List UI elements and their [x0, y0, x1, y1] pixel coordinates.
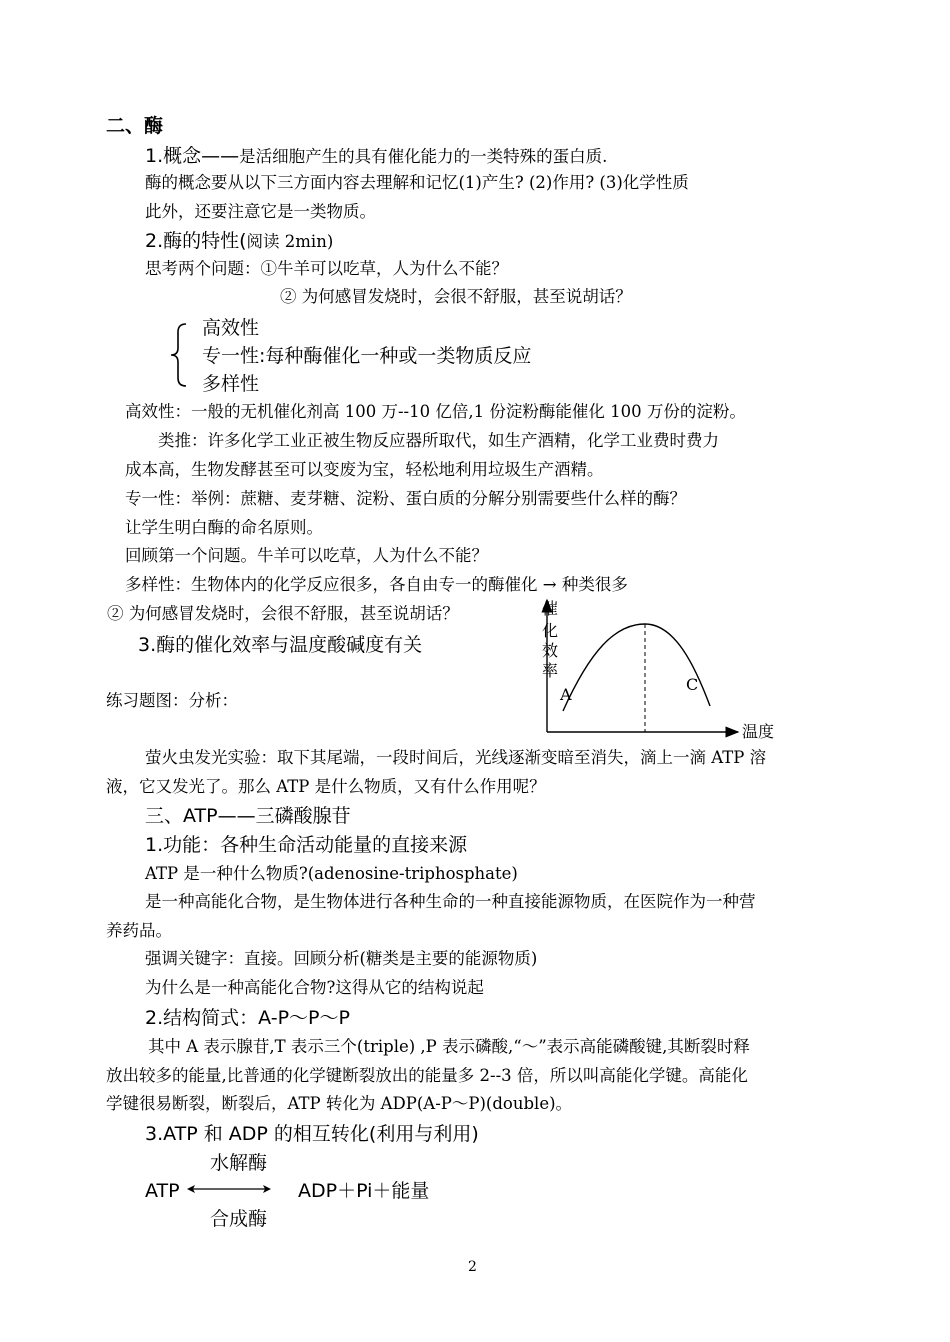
explain-line-2: 放出较多的能量,比普通的化学键断裂放出的能量多 2--3 倍，所以叫高能化学键。高能化 [106, 1066, 748, 1085]
diversity-line: 多样性：生物体内的化学反应很多，各自由专一的酶催化 → 种类很多 [125, 575, 628, 594]
y-label-char-4: 率 [542, 661, 559, 680]
firefly-line-2: 液，它又发光了。那么 ATP 是什么物质，又有什么作用呢？ [106, 777, 546, 796]
think-question-2: ② 为何感冒发烧时，会很不舒服，甚至说胡话？ [280, 287, 632, 306]
fever-line: ② 为何感冒发烧时，会很不舒服，甚至说胡话？ [107, 604, 459, 623]
point-a-label: A [560, 685, 572, 704]
y-label-char-3: 效 [542, 641, 559, 660]
y-label-char-1: 催 [542, 599, 559, 618]
left-brace-icon [168, 322, 192, 388]
note-line: 此外，还要注意它是一类物质。 [145, 202, 376, 221]
concept-title: 1.概念—— [145, 145, 240, 167]
analogy-line-2: 成本高，生物发酵甚至可以变废为宝，轻松地利用垃圾生产酒精。 [125, 460, 604, 479]
concept-line [145, 145, 607, 168]
analogy-line-1: 类推：许多化学工业正被生物反应器所取代，如生产酒精，化学工业费时费力 [158, 431, 719, 450]
factor-title: 3.酶的催化效率与温度酸碱度有关 [138, 634, 423, 656]
description-line-2: 养药品。 [106, 921, 172, 940]
naming-line: 让学生明白酶的命名原则。 [125, 518, 323, 537]
why-line: 为什么是一种高能化合物?这得从它的结构说起 [145, 978, 484, 997]
page-number: 2 [468, 1259, 477, 1275]
temperature-efficiency-chart [530, 596, 790, 746]
description-line-1: 是一种高能化合物，是生物体进行各种生命的一种直接能源物质，在医院作为一种营 [145, 892, 756, 911]
think-question-1: 思考两个问题：①牛羊可以吃草，人为什么不能？ [145, 259, 508, 278]
trait-diversity: 多样性 [202, 373, 260, 395]
section-heading-enzyme: 二、酶 [106, 115, 164, 137]
conversion-title: 3.ATP 和 ADP 的相互转化(利用与利用) [145, 1123, 479, 1145]
explain-line-1: 其中 A 表示腺苷,T 表示三个(triple) ,P 表示磷酸,“～”表示高能磷酸键,其断裂时释 [148, 1037, 750, 1056]
structure-title: 2.结构简式：A-P～P～P [145, 1007, 350, 1029]
exercise-line: 练习题图：分析： [106, 691, 238, 710]
x-axis-label: 温度 [742, 722, 775, 741]
atp-label: ATP [145, 1180, 180, 1202]
function-title: 1.功能：各种生命活动能量的直接来源 [145, 834, 468, 856]
bidirectional-arrow-icon [185, 1182, 273, 1196]
traits-title-line [145, 230, 333, 253]
products-label: ADP＋Pi＋能量 [298, 1180, 430, 1202]
traits-title: 2.酶的特性( [145, 230, 247, 252]
hydrolase-label: 水解酶 [210, 1152, 268, 1174]
efficiency-curve [563, 624, 710, 711]
point-c-label: C [686, 675, 699, 694]
y-label-char-2: 化 [542, 621, 559, 640]
concept-text: 是活细胞产生的具有催化能力的一类特殊的蛋白质. [239, 147, 608, 166]
emphasis-line: 强调关键字：直接。回顾分析(糖类是主要的能源物质) [145, 949, 538, 968]
synthase-label: 合成酶 [210, 1208, 268, 1230]
understand-line: 酶的概念要从以下三方面内容去理解和记忆(1)产生? (2)作用? (3)化学性质 [145, 173, 689, 192]
trait-efficiency: 高效性 [202, 317, 260, 339]
specificity-line: 专一性：举例：蔗糖、麦芽糖、淀粉、蛋白质的分解分别需要些什么样的酶？ [125, 489, 686, 508]
explain-line-3: 学键很易断裂，断裂后，ATP 转化为 ADP(A-P～P)(double)。 [106, 1094, 573, 1113]
traits-title-note: 阅读 2min) [246, 232, 334, 251]
review-line: 回顾第一个问题。牛羊可以吃草，人为什么不能？ [125, 546, 488, 565]
section-heading-atp: 三、ATP——三磷酸腺苷 [145, 805, 351, 827]
what-line: ATP 是一种什么物质?(adenosine-triphosphate) [145, 864, 518, 883]
trait-specificity: 专一性:每种酶催化一种或一类物质反应 [202, 345, 532, 367]
efficiency-line: 高效性：一般的无机催化剂高 100 万--10 亿倍,1 份淀粉酶能催化 100 万份的淀粉。 [125, 402, 746, 421]
firefly-line-1: 萤火虫发光实验：取下其尾端，一段时间后，光线逐渐变暗至消失，滴上一滴 ATP 溶 [145, 748, 767, 767]
